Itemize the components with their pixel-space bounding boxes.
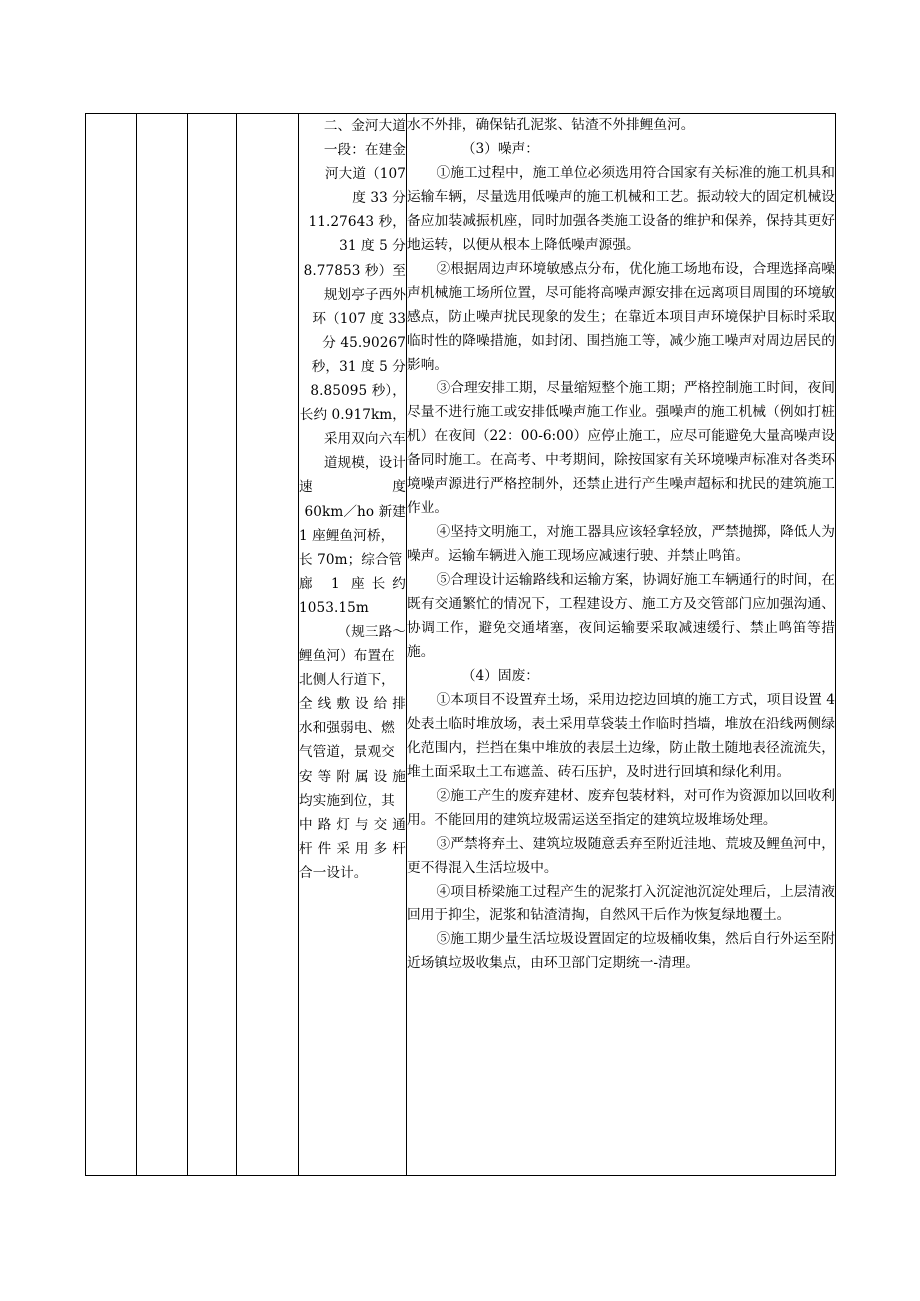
measure-paragraph: ②施工产生的废弃建材、废弃包装材料，对可作为资源加以回收利用。不能回用的建筑垃圾需运送至指定的建筑垃圾堆场处理。 — [407, 787, 835, 828]
project-line: 长约 0.917km， — [299, 407, 406, 424]
project-line: 二、金河大道 — [323, 118, 406, 134]
section-heading-noise: （3）噪声： — [461, 140, 539, 157]
project-line: 秒，31 度 5 分 — [311, 358, 406, 375]
project-line: 中路灯与交通 — [299, 816, 406, 833]
project-line: 1 座鲤鱼河桥， — [299, 527, 395, 544]
measures-text — [407, 114, 835, 976]
section-heading-solid-waste: （4）固废： — [461, 667, 539, 684]
project-description — [299, 114, 406, 885]
project-line: 全线敷设给排 — [299, 696, 406, 713]
measures-cell — [407, 114, 836, 1176]
project-line: 均实施到位，其 — [299, 792, 395, 809]
project-line: 分 45.90267 — [322, 334, 406, 351]
project-line: 环（107 度 33 — [312, 310, 406, 327]
project-line: 鲤鱼河）布置在 — [299, 648, 395, 665]
project-line: 速 度 — [299, 479, 406, 496]
project-line: 合一设计。 — [299, 864, 368, 881]
measure-paragraph: ①施工过程中，施工单位必须选用符合国家有关标准的施工机具和运输车辆，尽量选用低噪声的施工机械和工艺。振动较大的固定机械设备应加装减振机座，同时加强各类施工设备的维护和保养，保持其更好地运转，以便从根本上降低噪声源强。 — [407, 164, 835, 253]
measure-paragraph: ①本项目不设置弃土场，采用边挖边回填的施工方式，项目设置 4 处表土临时堆放场，表土采用草袋装土作临时挡墙，堆放在沿线两侧绿化范围内，拦挡在集中堆放的表层土边缘，防止散土随地表径流流失，堆土面采取土工布遮盖、砖石压护，及时进行回填和绿化利用。 — [407, 691, 835, 780]
project-line: 水和强弱电、燃 — [299, 720, 395, 737]
project-line: 60km／ho 新建 — [304, 503, 406, 520]
project-line: 8.77853 秒）至 — [303, 262, 406, 279]
measure-paragraph: ③合理安排工期，尽量缩短整个施工期；严格控制施工时间，夜间尽量不进行施工或安排低噪声施工作业。强噪声的施工机械（例如打桩机）在夜间（22：00-6:00）应停止施工，应尽可能避免大量高噪声设备同时施工。在高考、中考期间，除按国家有关环境噪声标准对各类环境噪声源进行严格控制外，还禁止进行产生噪声超标和扰民的建筑施工作业。 — [407, 380, 835, 517]
empty-cell-4 — [237, 114, 299, 1176]
project-description-cell — [299, 114, 407, 1176]
project-line: 长 70m；综合管 — [299, 551, 403, 568]
project-line: 采用双向六车 — [323, 431, 406, 448]
project-line: 北侧人行道下， — [299, 672, 395, 689]
measure-paragraph: ③严禁将弃土、建筑垃圾随意丢弃至附近洼地、荒坡及鲤鱼河中，更不得混入生活垃圾中。 — [407, 835, 835, 876]
measure-paragraph: ⑤施工期少量生活垃圾设置固定的垃圾桶收集，然后自行外运至附近场镇垃圾收集点，由环卫部门定期统一-清理。 — [407, 931, 835, 972]
project-line: 气管道，景观交 — [299, 744, 395, 761]
project-line: 8.85095 秒）， — [310, 383, 406, 400]
empty-cell-3 — [188, 114, 237, 1176]
project-line: 河大道（107 — [324, 166, 406, 183]
project-line: 安等附属设施 — [299, 768, 406, 785]
empty-cell-2 — [137, 114, 188, 1176]
project-line: 杆件采用多杆 — [299, 840, 406, 857]
project-line: 度 33 分 — [352, 190, 406, 207]
project-line: 规划亭子西外 — [323, 286, 406, 303]
project-line: 一段：在建金 — [323, 142, 406, 159]
table-row — [86, 114, 836, 1176]
environmental-measures-table — [85, 113, 836, 1176]
measure-paragraph: ②根据周边声环境敏感点分布，优化施工场地布设，合理选择高噪声机械施工场所位置，尽可能将高噪声源安排在远离项目周围的环境敏感点，防止噪声扰民现象的发生；在靠近本项目声环境保护目标时采取临时性的降噪措施，如封闭、围挡施工等，减少施工噪声对周边居民的影响。 — [407, 260, 835, 373]
measure-paragraph: 水不外排，确保钻孔泥浆、钻渣不外排鲤鱼河。 — [407, 117, 695, 133]
measure-paragraph: ④坚持文明施工，对施工器具应该轻拿轻放，严禁抛掷，降低人为噪声。运输车辆进入施工现场应减速行驶、并禁止鸣笛。 — [407, 524, 835, 565]
project-line: 11.27643 秒， — [308, 214, 406, 231]
project-line: 31 度 5 分 — [339, 238, 406, 255]
project-line: 廊 1 座长约 — [299, 575, 406, 592]
project-line: 1053.15m — [299, 599, 369, 616]
project-line: （规三路～ — [337, 623, 406, 640]
measure-paragraph: ④项目桥梁施工过程产生的泥浆打入沉淀池沉淀处理后，上层清液回用于抑尘，泥浆和钻渣清掏，自然风干后作为恢复绿地覆土。 — [407, 883, 835, 924]
measure-paragraph: ⑤合理设计运输路线和运输方案，协调好施工车辆通行的时间，在既有交通繁忙的情况下，工程建设方、施工方及交管部门应加强沟通、协调工作，避免交通堵塞，夜间运输要采取减速缓行、禁止鸣笛等措施。 — [407, 572, 835, 660]
project-line: 道规模，设计 — [323, 455, 406, 472]
empty-cell-1 — [86, 114, 137, 1176]
